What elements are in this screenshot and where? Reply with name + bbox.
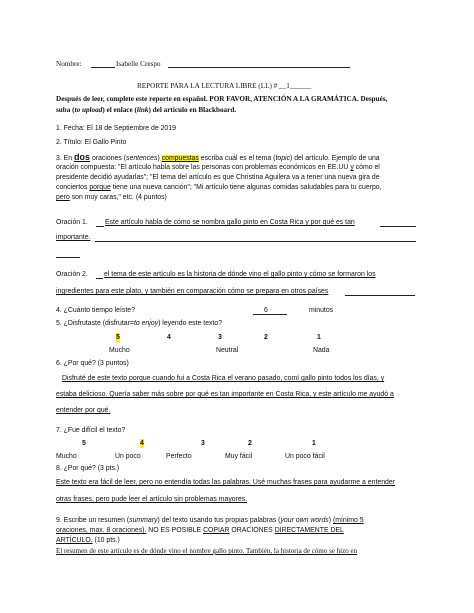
q9-prompt-line-2: oraciones, max. 8 oraciones). NO ES POSIBLE COPIAR ORACIONES DIRECTAMENTE DEL [56,527,344,534]
q5-scale-2: 2 [264,334,268,341]
oracion-1-text-2: importante. [56,234,91,241]
q1-date-value: El 18 de Septiembre de 2019 [86,125,176,132]
q7-anchor-muy-facil: Muy fácil [225,453,253,460]
q5-anchor-neutral: Neutral [216,347,239,354]
q7-scale-2: 2 [248,440,252,447]
q5-scale-1: 1 [317,334,321,341]
q5-scale-3: 3 [218,334,222,341]
oracion-1-line-2-tail [95,241,416,242]
oracion-1-text-1: Este artículo habla de cómo se nombra gallo pinto en Costa Rica y por qué es tan [105,219,355,226]
q6-answer-2: estaba delicioso. Quería saber más sobre por qué es tan importante en Costa Rica, y este artículo me ayudó a [56,391,394,398]
name-value: Isabelle Crespo [116,60,161,68]
oracion-1-leader [96,226,104,227]
q7-scale-5: 5 [82,440,86,447]
name-underline-left [91,67,115,68]
q7-scale-3: 3 [201,440,205,447]
q1-date: 1. Fecha: El 18 de Septiembre de 2019 [56,125,176,132]
q3-prompt-line-3: presidente decidió ayudarlas"; "El tema del artículo es que Christina Aguilera va a tener una nueva gira de [56,174,380,181]
report-title: REPORTE PARA LA LECTURA LIBRE (LL) # __1______ [137,82,312,90]
q4-label: 4. ¿Cuánto tiempo leíste? [56,307,135,314]
q4-unit: minutos [309,307,334,314]
oracion-2-label: Oración 2. [56,271,88,278]
q7-scale-4-selected: 4 [140,440,144,447]
q5-scale-4: 4 [167,334,171,341]
oracion-1-line-3 [56,257,80,258]
q4-answer-line [253,314,287,315]
oracion-2-line-2-tail [345,295,415,296]
q7-anchor-un-poco: Un poco [115,453,141,460]
q7-anchor-un-poco-facil: Un poco fácil [285,453,325,460]
q8-label: 8. ¿Por qué? (3 pts.) [56,465,120,472]
q5-scale-5-selected: 5 [116,334,120,341]
highlight-compuestas: compuestas [161,155,199,162]
q7-anchor-mucho: Mucho [56,453,77,460]
q3-prompt-line-5: pero son muy caras," etc. (4 puntos) [56,194,167,201]
instructions-line-2: suba (to upload) el enlace (link) del artículo en Blackboard. [56,106,237,114]
q9-prompt-line-3: ARTÍCULO. (10 pts.) [56,537,120,544]
q2-title-value: El Gallo Pinto [84,139,127,146]
q6-label: 6. ¿Por qué? (3 puntos) [56,360,129,367]
oracion-2-text-2: ingredientes para este plato, y también en comparación cómo se prepara en otros países [56,288,329,295]
q5-anchor-nada: Nada [313,347,330,354]
name-underline-right [168,67,350,68]
oracion-1-line-1-tail [380,226,416,227]
q8-answer-1: Este texto era fácil de leer, pero no entendía todas las palabras. Usé muchas frases para ayudarme a entender [56,479,395,486]
q5-anchor-mucho: Mucho [109,347,130,354]
instructions-line-1: Después de leer, complete este reporte en español. POR FAVOR, ATENCIÓN A LA GRAMÁTICA. Después, [56,95,388,103]
oracion-2-text-1: el tema de este artículo es la historia de dónde vino el gallo pinto y cómo se formaron los [104,271,376,278]
oracion-1-label: Oración 1. [56,219,88,226]
q4-answer: 6 [264,307,268,314]
q3-prompt-line-4: conciertos porque tiene una nueva canción"; "Mi artículo tiene algunas comidas saludables para tu cuerpo, [56,184,382,191]
q6-answer-3: entender por qué. [56,407,111,414]
name-row [56,60,82,69]
q2-title: 2. Título: El Gallo Pinto [56,139,127,146]
q6-answer-1: Disfruté de este texto porque cuando fui a Costa Rica el verano pasado, comí gallo pinto todos los días, y [62,375,385,382]
q7-scale-1: 1 [312,440,316,447]
oracion-2-leader [96,278,103,279]
q3-prompt-line-1: 3. En dos oraciones (sentences) compuestas escriba cuál es el tema (topic) del artículo. Ejemplo de una [56,152,380,162]
q9-answer-1: El resumen de este artículo es de dónde vino el nombre gallo pinto. También, la historia de cómo se hizo en [56,547,358,555]
q7-label: 7. ¿Fue difícil el texto? [56,427,126,434]
q8-answer-2: otras frases, pero pude leer el artículo sin problemas mayores. [56,496,248,503]
q3-prompt-line-2: oración compuesta: "El artículo habla sobre las personas con problemas económicos en EE.UU y cómo el [56,164,380,171]
q7-anchor-perfecto: Perfecto [166,453,192,460]
name-label: Nombre: [56,60,82,68]
q5-label: 5. ¿Disfrutaste (disfrutar=to enjoy) leyendo este texto? [56,320,223,327]
q9-prompt-line-1: 9. Escribe un resumen (summary) del texto usando tus propias palabras (your own words) (mínimo 5 [56,517,364,524]
